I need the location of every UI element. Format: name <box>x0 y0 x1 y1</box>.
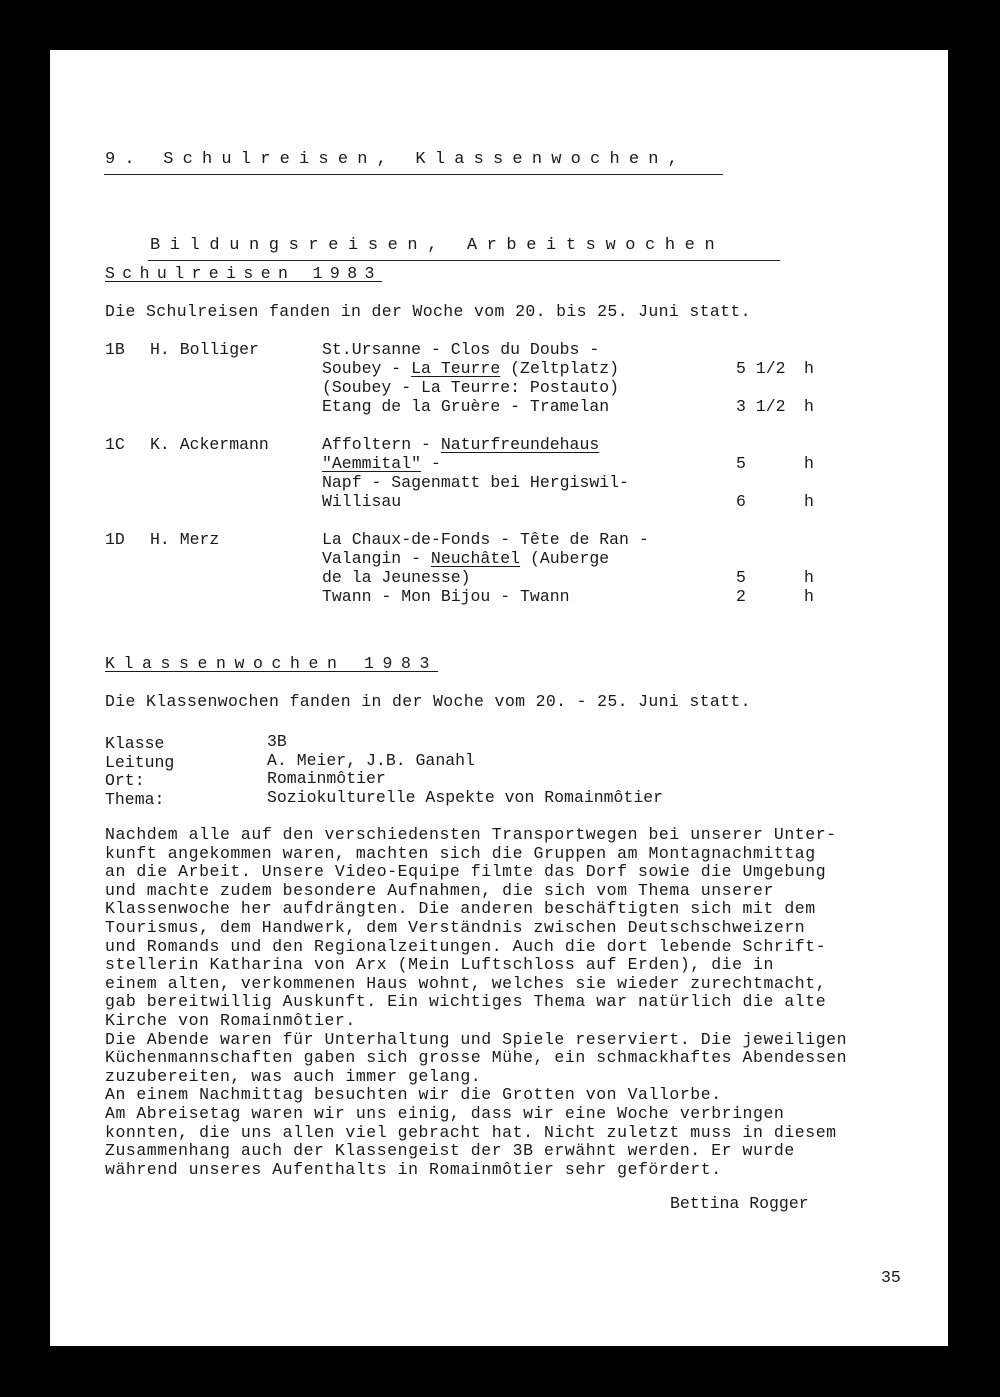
trip-class: 1C <box>105 435 125 454</box>
trip-duration: 2 <box>736 587 746 606</box>
klassenwochen-title: Klassenwochen 1983 <box>105 654 439 673</box>
body-line: Zusammenhang auch der Klassengeist der 3B erwähnt werden. Er wurde <box>105 1141 795 1161</box>
heading-rule-1 <box>104 174 723 175</box>
heading-rule-2 <box>148 260 780 261</box>
trip-duration: 5 <box>736 568 746 587</box>
klassenwochen-intro: Die Klassenwochen fanden in der Woche vom 20. - 25. Juni statt. <box>105 692 751 711</box>
body-line: Tourismus, dem Handwerk, dem Verständnis zwischen Deutschschweizern <box>105 918 806 937</box>
trip-route-destination: Neuchâtel <box>430 549 521 568</box>
trip-route-text: La Chaux-de-Fonds - Tête de Ran - <box>322 530 649 549</box>
body-line: an die Arbeit. Unsere Video-Equipe filmte das Dorf sowie die Umgebung <box>105 862 827 882</box>
trip-class: 1B <box>105 340 125 359</box>
trip-duration: 3 1/2 <box>736 397 786 416</box>
body-line: Klassenwoche her aufdrängten. Die anderen beschäftigten sich mit dem <box>105 899 816 919</box>
body-line: stellerin Katharina von Arx (Mein Luftschloss auf Erden), die in <box>105 955 774 975</box>
author-signature: Bettina Rogger <box>670 1194 809 1213</box>
trip-route-text: St.Ursanne - Clos du Doubs - <box>322 340 600 359</box>
trip-route-line <box>322 340 599 359</box>
body-line: und machte zudem besondere Aufnahmen, die sich vom Thema unserer <box>105 880 774 900</box>
trip-teacher: K. Ackermann <box>150 435 269 454</box>
body-line: während unseres Aufenthalts in Romainmôtier sehr gefördert. <box>105 1159 722 1179</box>
body-line: kunft angekommen waren, machten sich die Gruppen am Montagnachmittag <box>105 843 816 863</box>
trip-route-text: (Auberge <box>520 549 610 568</box>
body-line: zuzubereiten, was auch immer gelang. <box>105 1066 482 1086</box>
trip-route-text: (Zeltplatz) <box>500 359 620 378</box>
trip-route-line <box>322 568 471 587</box>
trip-route-text: Willisau <box>322 492 402 511</box>
body-line: gab bereitwillig Auskunft. Ein wichtiges Thema war natürlich die alte <box>105 992 827 1012</box>
trip-route-line <box>322 492 401 511</box>
detail-label: Leitung <box>105 752 175 772</box>
trip-class: 1D <box>105 530 125 549</box>
trip-route-line <box>322 473 629 492</box>
detail-value: Romainmôtier <box>267 769 386 788</box>
trip-route-line <box>322 397 609 416</box>
schulreisen-intro: Die Schulreisen fanden in der Woche vom 20. bis 25. Juni statt. <box>105 302 751 321</box>
detail-label: Thema: <box>105 789 165 809</box>
body-line: und Romands und den Regionalzeitungen. Auch die dort lebende Schrift- <box>105 936 827 956</box>
trip-route-text: - <box>421 454 441 473</box>
body-line: Kirche von Romainmôtier. <box>105 1011 356 1030</box>
trip-route-line <box>322 549 609 568</box>
body-line: An einem Nachmittag besuchten wir die Grotten von Vallorbe. <box>105 1085 722 1105</box>
trip-route-text: Valangin - <box>322 549 431 568</box>
trip-route-line <box>322 435 599 454</box>
trip-route-text: Soubey - <box>322 359 412 378</box>
body-line: konnten, die uns allen viel gebracht hat. Nicht zuletzt muss in diesem <box>105 1122 837 1142</box>
trip-duration: 6 <box>736 492 746 511</box>
trip-route-line <box>322 530 649 549</box>
trip-route-line <box>322 378 619 397</box>
trip-duration-unit: h <box>804 454 814 473</box>
section-heading-line1: 9. Schulreisen, Klassenwochen, <box>105 150 688 169</box>
page-number: 35 <box>881 1268 901 1287</box>
trip-duration-unit: h <box>804 359 814 378</box>
detail-value: 3B <box>267 732 287 751</box>
trip-duration-unit: h <box>804 568 814 587</box>
schulreisen-title: Schulreisen 1983 <box>105 264 382 283</box>
trip-route-destination: Naturfreundehaus <box>440 435 600 454</box>
body-line: Küchenmannschaften gaben sich grosse Mühe, ein schmackhaftes Abendessen <box>105 1048 848 1068</box>
document-page <box>50 50 948 1346</box>
detail-label: Ort: <box>105 771 145 790</box>
trip-route-text: Affoltern - <box>322 435 441 454</box>
body-line: Am Abreisetag waren wir uns einig, dass wir eine Woche verbringen <box>105 1104 785 1123</box>
trip-duration-unit: h <box>804 587 814 606</box>
trip-duration: 5 <box>736 454 746 473</box>
trip-duration-unit: h <box>804 492 814 511</box>
body-line: Die Abende waren für Unterhaltung und Spiele reserviert. Die jeweiligen <box>105 1029 848 1049</box>
trip-duration: 5 1/2 <box>736 359 786 378</box>
trip-route-line <box>322 454 441 473</box>
detail-value: Soziokulturelle Aspekte von Romainmôtier <box>267 787 664 807</box>
trip-route-text: de la Jeunesse) <box>322 568 471 587</box>
detail-value: A. Meier, J.B. Ganahl <box>267 750 475 770</box>
trip-duration-unit: h <box>804 397 814 416</box>
trip-route-text: (Soubey - La Teurre: Postauto) <box>322 378 620 397</box>
section-heading-line2: Bildungsreisen, Arbeitswochen <box>150 236 725 255</box>
trip-teacher: H. Bolliger <box>150 340 259 359</box>
trip-route-line <box>322 587 570 606</box>
trip-route-destination: La Teurre <box>411 359 501 378</box>
trip-route-text: Napf - Sagenmatt bei Hergiswil- <box>322 473 629 492</box>
trip-route-line <box>322 359 619 378</box>
trip-route-destination: "Aemmital" <box>322 454 422 473</box>
trip-teacher: H. Merz <box>150 530 220 549</box>
trip-route-text: Etang de la Gruère - Tramelan <box>322 397 610 416</box>
detail-label: Klasse <box>105 734 165 753</box>
trip-route-text: Twann - Mon Bijou - Twann <box>322 587 570 606</box>
body-line: einem alten, verkommenen Haus wohnt, welches sie wieder zurechtmacht, <box>105 973 827 993</box>
body-line: Nachdem alle auf den verschiedensten Transportwegen bei unserer Unter- <box>105 825 837 844</box>
